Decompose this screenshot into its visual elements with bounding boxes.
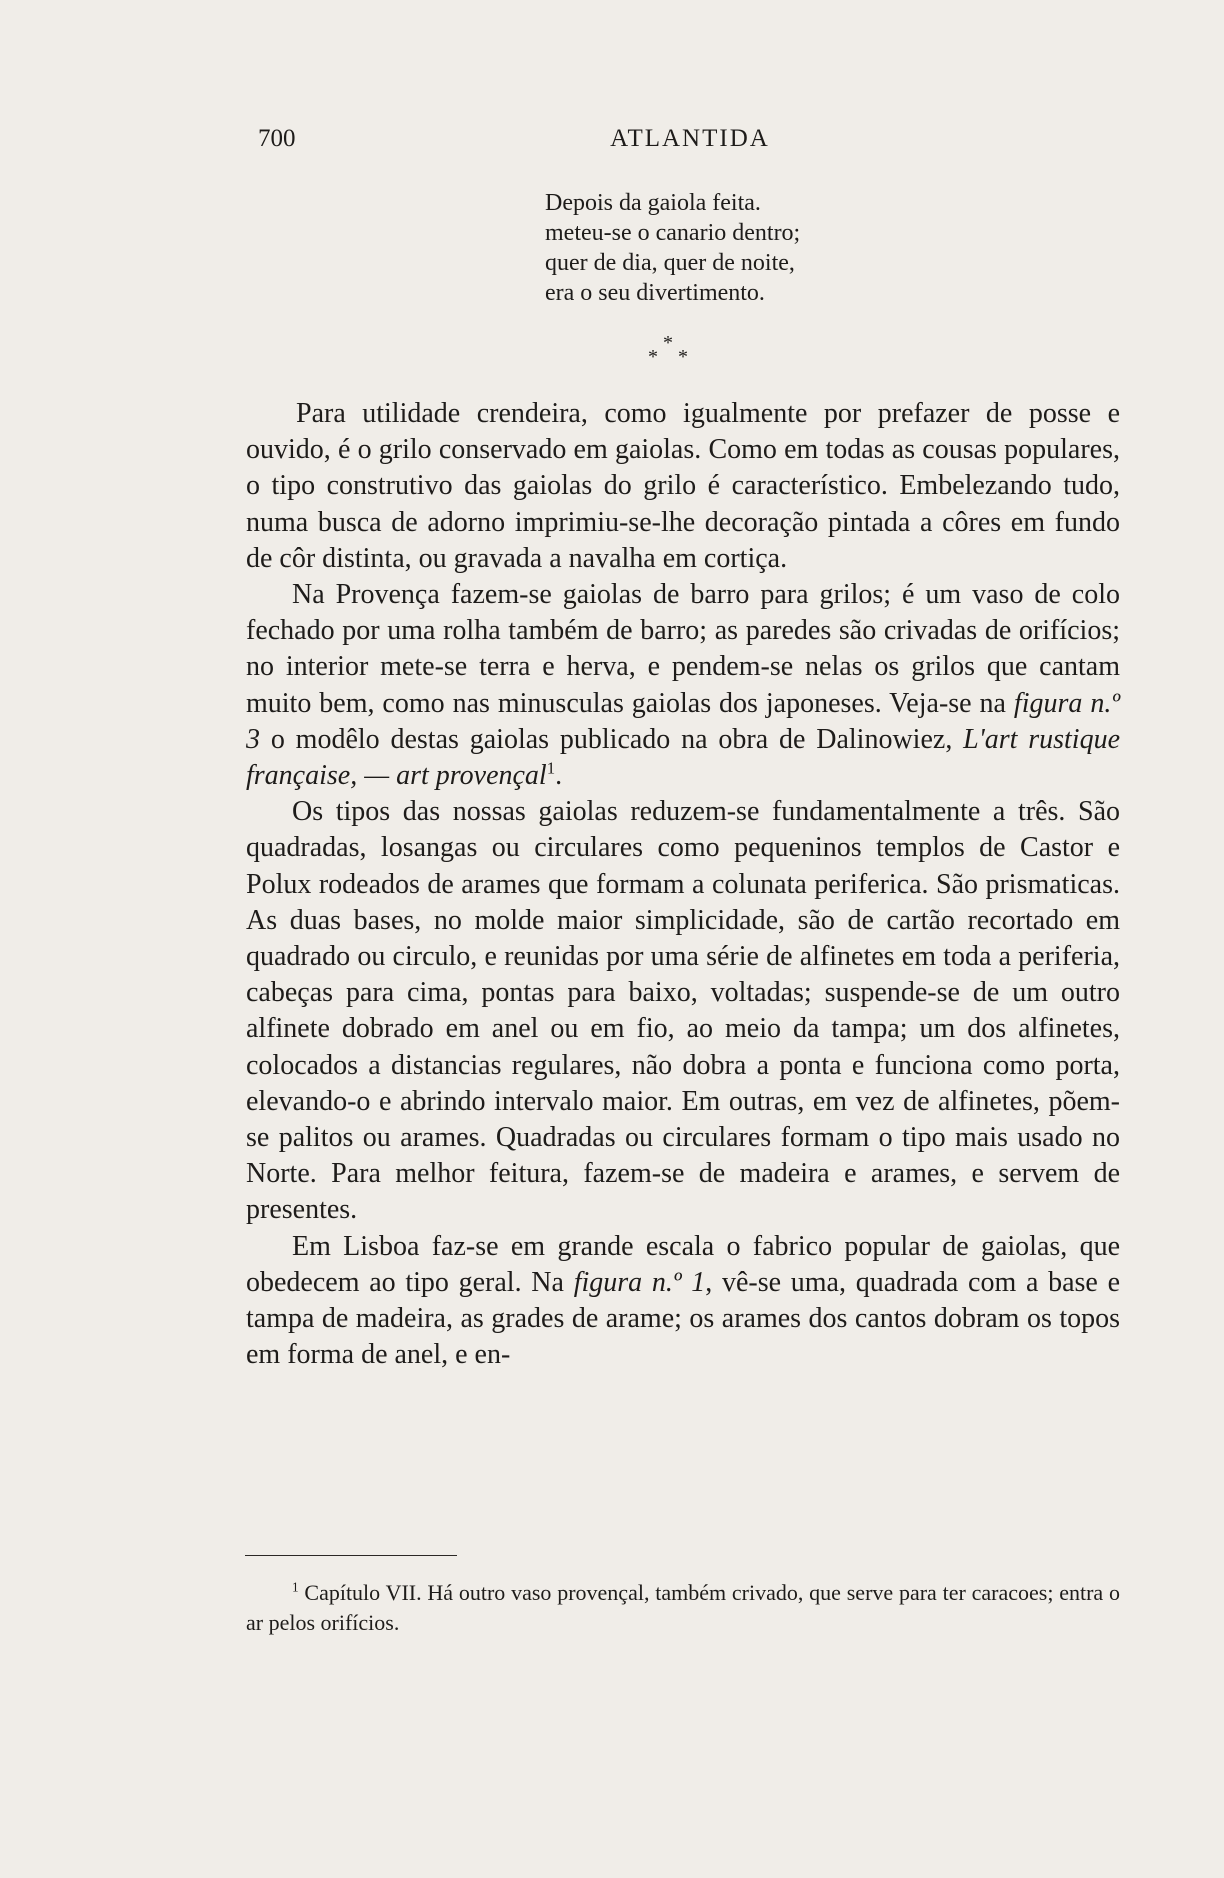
paragraph: Para utilidade crendeira, como igualmente por prefazer de posse e ouvido, é o grilo conservado em gaiolas. Como em todas as cousas populares, o tipo construtivo das gaiolas do grilo é característico. Embelezando tudo, numa busca de adorno imprimiu-se-lhe decoração pintada a côres em fundo de côr distinta, ou gravada a navalha em cortiça.: [246, 398, 1120, 574]
footnote-text: Capítulo VII. Há outro vaso provençal, também crivado, que serve para ter caracoes; entra o ar pelos orifícios.: [246, 1580, 1120, 1635]
page-header: [258, 124, 1122, 154]
footnote-marker: 1: [292, 1579, 299, 1595]
paragraph: [246, 577, 1120, 794]
figure-reference: figura n.º 1: [573, 1266, 706, 1298]
verse-line: era o seu divertimento.: [545, 280, 765, 306]
verse-stanza: [545, 188, 800, 308]
running-title: ATLANTIDA: [610, 125, 770, 152]
body-text: [246, 396, 1120, 1373]
paragraph: [246, 1229, 1120, 1374]
paragraph-text: , vê-se uma, quadrada com a base e tampa de madeira, as grades de arame; os arames dos cantos dobram os topos em forma de anel, e en-: [246, 1266, 1120, 1371]
footnote: [246, 1578, 1120, 1638]
figure-reference: figura n.º 3: [246, 687, 1121, 755]
footnote-marker: 1: [546, 758, 556, 778]
verse-line: Depois da gaiola feita.: [545, 190, 761, 216]
paragraph-text: Em Lisboa faz-se em grande escala o fabrico popular de gaiolas, que obedecem ao tipo geral. Na: [246, 1230, 1120, 1298]
verse-line: meteu-se o canario dentro;: [545, 220, 801, 246]
paragraph-text: .: [555, 760, 563, 792]
asterism-star: *: [648, 346, 658, 368]
book-title: L'art rustique française, — art provençal: [246, 723, 1121, 792]
paragraph-text: Na Provença fazem-se gaiolas de barro para grilos; é um vaso de colo fechado por uma rolha também de barro; as paredes são crivadas de orifícios; no interior mete-se terra e herva, e pendem-se nelas os grilos que cantam muito bem, como nas minusculas gaiolas dos japoneses. Veja-se na: [246, 579, 1120, 719]
paragraph-text: o modêlo destas gaiolas publicado na obra de Dalinowiez,: [260, 723, 964, 755]
asterism-star: *: [678, 346, 688, 368]
asterism-star: *: [663, 332, 673, 354]
footnote-divider: [245, 1555, 457, 1556]
page-number: 700: [258, 125, 296, 152]
asterism-separator: [640, 332, 700, 372]
verse-line: quer de dia, quer de noite,: [545, 250, 795, 276]
paragraph: Os tipos das nossas gaiolas reduzem-se fundamentalmente a três. São quadradas, losangas ou circulares como pequeninos templos de Castor e Polux rodeados de arames que formam a colunata periferica. São prismaticas. As duas bases, no molde maior simplicidade, são de cartão recortado em quadrado ou circulo, e reunidas por uma série de alfinetes em toda a periferia, cabeças para cima, pontas para baixo, voltadas; suspende-se de um outro alfinete dobrado em anel ou em fio, ao meio da tampa; um dos alfinetes, colocados a distancias regulares, não dobra a ponta e funciona como porta, elevando-o e abrindo intervalo maior. Em outras, em vez de alfinetes, põem-se palitos ou arames. Quadradas ou circulares formam o tipo mais usado no Norte. Para melhor feitura, fazem-se de madeira e arames, e servem de presentes.: [246, 796, 1120, 1226]
